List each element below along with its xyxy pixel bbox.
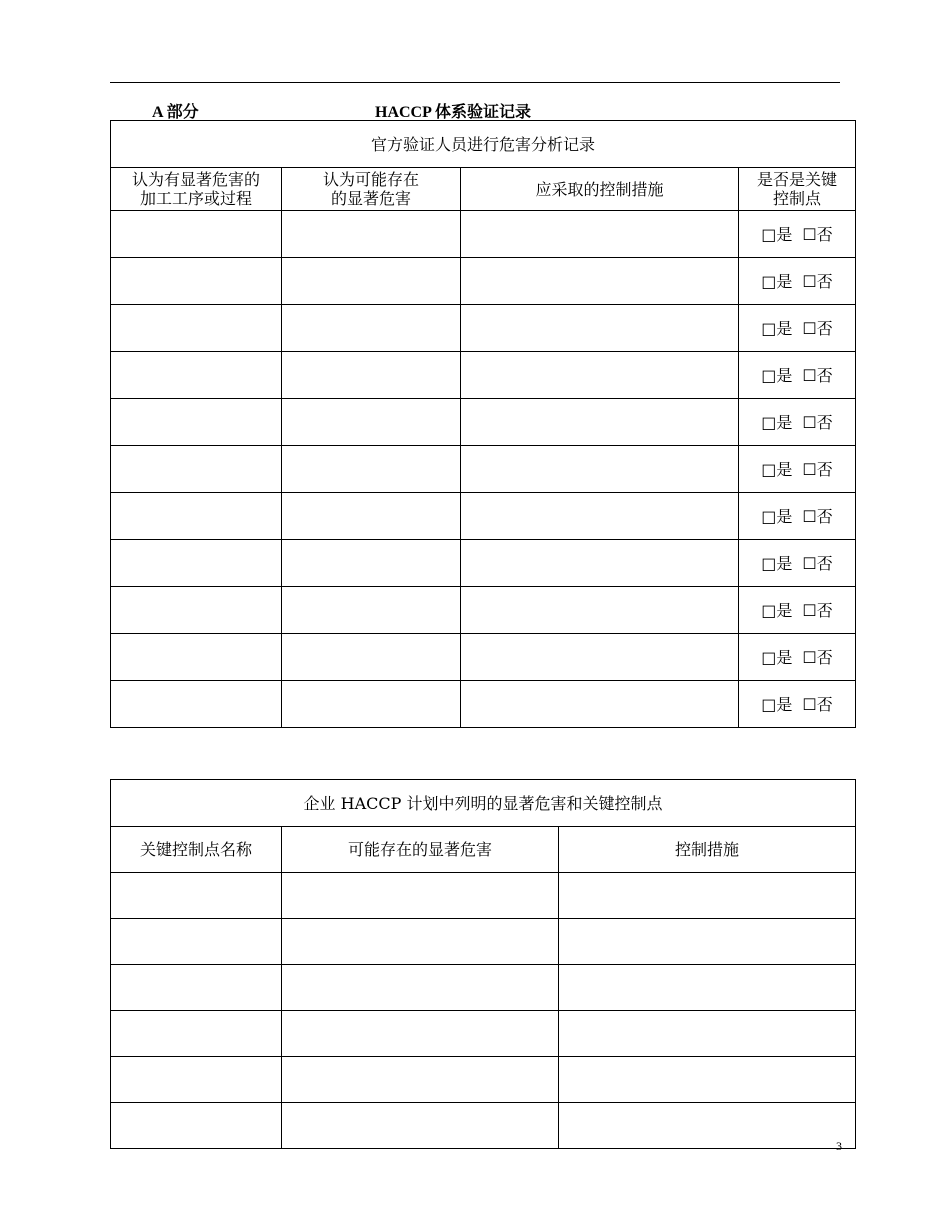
control-measure-cell[interactable]	[559, 1103, 856, 1149]
control-measure-cell[interactable]	[461, 540, 739, 587]
column-header-process-step	[111, 168, 282, 211]
no-checkbox[interactable]: ☐否	[802, 553, 833, 573]
yes-checkbox[interactable]: □是	[761, 459, 793, 479]
control-measure-cell[interactable]	[461, 211, 739, 258]
process-step-cell[interactable]	[111, 634, 282, 681]
header-text: 认为有显著危害的 加工工序或过程	[131, 170, 260, 208]
process-step-cell[interactable]	[111, 540, 282, 587]
column-header-significant-hazard: 可能存在的显著危害	[282, 827, 559, 873]
yes-checkbox[interactable]: □是	[761, 271, 793, 291]
hazard-cell[interactable]	[282, 493, 461, 540]
table-row	[111, 919, 856, 965]
significant-hazard-cell[interactable]	[282, 1103, 559, 1149]
ccp-choice-cell	[739, 446, 856, 493]
part-label: A 部分	[152, 104, 199, 121]
ccp-choice-cell	[739, 681, 856, 728]
hazard-cell[interactable]	[282, 681, 461, 728]
yes-checkbox[interactable]: □是	[761, 694, 793, 714]
control-measure-cell[interactable]	[461, 258, 739, 305]
column-header-possible-hazard	[282, 168, 461, 211]
yes-checkbox[interactable]: □是	[761, 600, 793, 620]
process-step-cell[interactable]	[111, 399, 282, 446]
control-measure-cell[interactable]	[559, 919, 856, 965]
process-step-cell[interactable]	[111, 305, 282, 352]
significant-hazard-cell[interactable]	[282, 965, 559, 1011]
header-text: 应采取的控制措施	[535, 179, 664, 199]
yes-checkbox[interactable]: □是	[761, 647, 793, 667]
ccp-choice-cell	[739, 587, 856, 634]
yes-checkbox[interactable]: □是	[761, 412, 793, 432]
hazard-cell[interactable]	[282, 540, 461, 587]
hazard-analysis-table	[110, 120, 856, 728]
table-row	[111, 965, 856, 1011]
no-checkbox[interactable]: ☐否	[802, 224, 833, 244]
significant-hazard-cell[interactable]	[282, 873, 559, 919]
no-checkbox[interactable]: ☐否	[802, 647, 833, 667]
no-checkbox[interactable]: ☐否	[802, 506, 833, 526]
haccp-plan-table	[110, 779, 856, 1149]
table-row	[111, 305, 856, 352]
ccp-name-cell[interactable]	[111, 873, 282, 919]
control-measure-cell[interactable]	[461, 493, 739, 540]
table-row	[111, 1103, 856, 1149]
yes-checkbox[interactable]: □是	[761, 506, 793, 526]
top-rule	[110, 82, 840, 83]
control-measure-cell[interactable]	[461, 305, 739, 352]
column-header-is-ccp	[739, 168, 856, 211]
hazard-analysis-title: 官方验证人员进行危害分析记录	[111, 121, 856, 168]
column-header-control-measures	[461, 168, 739, 211]
ccp-name-cell[interactable]	[111, 919, 282, 965]
hazard-cell[interactable]	[282, 258, 461, 305]
table-row	[111, 211, 856, 258]
no-checkbox[interactable]: ☐否	[802, 694, 833, 714]
hazard-cell[interactable]	[282, 305, 461, 352]
process-step-cell[interactable]	[111, 681, 282, 728]
table-row	[111, 493, 856, 540]
significant-hazard-cell[interactable]	[282, 1011, 559, 1057]
table-row	[111, 1057, 856, 1103]
table-row	[111, 873, 856, 919]
table-row	[111, 587, 856, 634]
control-measure-cell[interactable]	[559, 873, 856, 919]
yes-checkbox[interactable]: □是	[761, 553, 793, 573]
table-row	[111, 681, 856, 728]
ccp-choice-cell	[739, 211, 856, 258]
ccp-choice-cell	[739, 305, 856, 352]
control-measure-cell[interactable]	[461, 352, 739, 399]
table-row	[111, 399, 856, 446]
no-checkbox[interactable]: ☐否	[802, 271, 833, 291]
process-step-cell[interactable]	[111, 258, 282, 305]
significant-hazard-cell[interactable]	[282, 919, 559, 965]
process-step-cell[interactable]	[111, 493, 282, 540]
table-row	[111, 1011, 856, 1057]
hazard-cell[interactable]	[282, 399, 461, 446]
column-header-control-measures: 控制措施	[559, 827, 856, 873]
ccp-choice-cell	[739, 352, 856, 399]
hazard-cell[interactable]	[282, 211, 461, 258]
control-measure-cell[interactable]	[461, 399, 739, 446]
control-measure-cell[interactable]	[461, 681, 739, 728]
ccp-choice-cell	[739, 258, 856, 305]
hazard-cell[interactable]	[282, 446, 461, 493]
column-header-ccp-name: 关键控制点名称	[111, 827, 282, 873]
control-measure-cell[interactable]	[461, 446, 739, 493]
hazard-cell[interactable]	[282, 587, 461, 634]
ccp-name-cell[interactable]	[111, 1011, 282, 1057]
ccp-choice-cell	[739, 540, 856, 587]
ccp-choice-cell	[739, 399, 856, 446]
no-checkbox[interactable]: ☐否	[802, 459, 833, 479]
header-text: 是否是关键 控制点	[757, 170, 838, 208]
ccp-name-cell[interactable]	[111, 1057, 282, 1103]
process-step-cell[interactable]	[111, 211, 282, 258]
table-row	[111, 352, 856, 399]
ccp-name-cell[interactable]	[111, 965, 282, 1011]
no-checkbox[interactable]: ☐否	[802, 412, 833, 432]
table-row	[111, 634, 856, 681]
document-title: HACCP 体系验证记录	[375, 104, 532, 121]
hazard-cell[interactable]	[282, 352, 461, 399]
table-row	[111, 258, 856, 305]
process-step-cell[interactable]	[111, 587, 282, 634]
hazard-cell[interactable]	[282, 634, 461, 681]
no-checkbox[interactable]: ☐否	[802, 365, 833, 385]
table-row	[111, 446, 856, 493]
ccp-name-cell[interactable]	[111, 1103, 282, 1149]
process-step-cell[interactable]	[111, 446, 282, 493]
haccp-plan-title: 企业 HACCP 计划中列明的显著危害和关键控制点	[111, 780, 856, 827]
control-measure-cell[interactable]	[461, 634, 739, 681]
yes-checkbox[interactable]: □是	[761, 224, 793, 244]
control-measure-cell[interactable]	[559, 1011, 856, 1057]
yes-checkbox[interactable]: □是	[761, 318, 793, 338]
process-step-cell[interactable]	[111, 352, 282, 399]
control-measure-cell[interactable]	[461, 587, 739, 634]
header-text: 认为可能存在 的显著危害	[322, 170, 419, 208]
table-row	[111, 540, 856, 587]
no-checkbox[interactable]: ☐否	[802, 600, 833, 620]
significant-hazard-cell[interactable]	[282, 1057, 559, 1103]
ccp-choice-cell	[739, 493, 856, 540]
no-checkbox[interactable]: ☐否	[802, 318, 833, 338]
control-measure-cell[interactable]	[559, 965, 856, 1011]
ccp-choice-cell	[739, 634, 856, 681]
yes-checkbox[interactable]: □是	[761, 365, 793, 385]
control-measure-cell[interactable]	[559, 1057, 856, 1103]
page-number: 3	[836, 1139, 842, 1153]
